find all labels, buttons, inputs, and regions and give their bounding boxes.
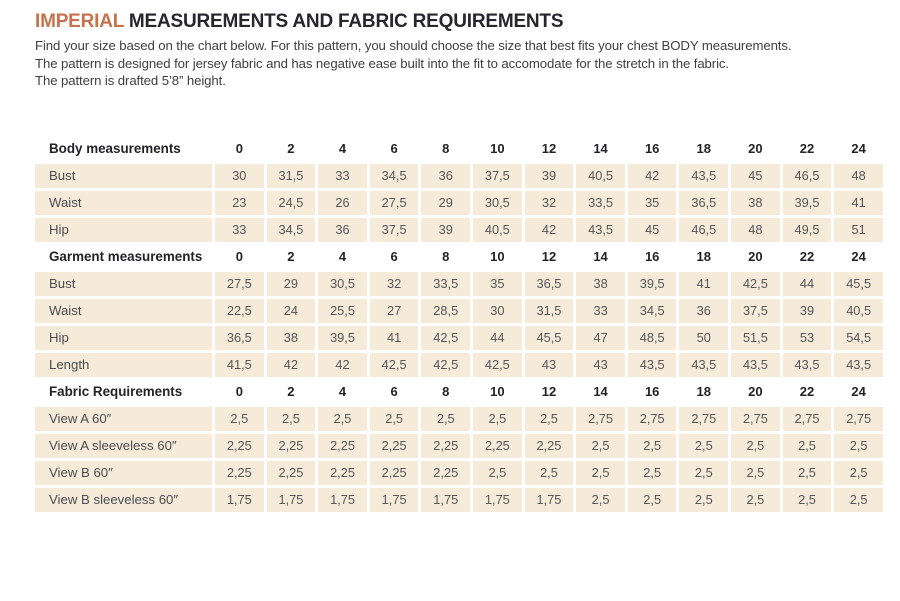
value-cell: 2,25: [215, 461, 264, 485]
value-cell: 42,5: [421, 326, 470, 350]
value-cell: 2,5: [783, 434, 832, 458]
table-row: [35, 461, 883, 485]
size-header-cell: 20: [748, 141, 763, 156]
row-label-cell: Hip: [35, 218, 212, 242]
value-cell: 36,5: [215, 326, 264, 350]
value-cell: 43,5: [731, 353, 780, 377]
row-label-cell: View A 60″: [35, 407, 212, 431]
section-header-label: Garment measurements: [49, 249, 203, 264]
value-cell: 51: [834, 218, 883, 242]
value-cell: 35: [473, 272, 522, 296]
value-cell: 2,25: [267, 461, 316, 485]
value-cell: 2,25: [215, 434, 264, 458]
value-cell: 34,5: [370, 164, 419, 188]
row-label-cell: Hip: [35, 326, 212, 350]
value-cell: 27: [370, 299, 419, 323]
value-cell: 41,5: [215, 353, 264, 377]
value-cell: 32: [370, 272, 419, 296]
size-header-cell: 16: [644, 249, 660, 264]
size-header-cell: 14: [593, 249, 608, 264]
value-cell: 2,25: [473, 434, 522, 458]
value-cell: 31,5: [267, 164, 316, 188]
value-cell: 46,5: [783, 164, 832, 188]
table-row: [35, 272, 883, 296]
value-cell: 24,5: [267, 191, 316, 215]
value-cell: 36,5: [679, 191, 728, 215]
value-cell: 2,5: [370, 407, 419, 431]
value-cell: 43,5: [783, 353, 832, 377]
value-cell: 2,75: [783, 407, 832, 431]
value-cell: 36: [318, 218, 367, 242]
intro-line-1: Find your size based on the chart below. For this pattern, you should choose the size that best fits your chest BODY measurements.: [35, 38, 792, 53]
value-cell: 48: [731, 218, 780, 242]
value-cell: 1,75: [370, 488, 419, 512]
value-cell: 2,5: [576, 461, 625, 485]
value-cell: 30,5: [473, 191, 522, 215]
section-header-row: [35, 380, 883, 404]
value-cell: 38: [576, 272, 625, 296]
page-title-rest: MEASUREMENTS AND FABRIC REQUIREMENTS: [123, 11, 564, 32]
value-cell: 2,5: [318, 407, 367, 431]
value-cell: 42,5: [421, 353, 470, 377]
value-cell: 51,5: [731, 326, 780, 350]
value-cell: 2,25: [421, 434, 470, 458]
value-cell: 1,75: [421, 488, 470, 512]
size-header-cell: 4: [338, 384, 347, 399]
page-title: [35, 10, 881, 33]
value-cell: 2,25: [318, 461, 367, 485]
value-cell: 43: [576, 353, 625, 377]
value-cell: 33: [576, 299, 625, 323]
size-header-cell: 12: [541, 384, 557, 399]
size-header-cell: 20: [748, 384, 763, 399]
value-cell: 43,5: [679, 353, 728, 377]
value-cell: 39,5: [318, 326, 367, 350]
value-cell: 37,5: [731, 299, 780, 323]
table-row: [35, 353, 883, 377]
value-cell: 45,5: [525, 326, 574, 350]
value-cell: 2,5: [473, 461, 522, 485]
size-header-cell: 24: [851, 249, 866, 264]
value-cell: 33,5: [421, 272, 470, 296]
value-cell: 2,5: [834, 434, 883, 458]
value-cell: 2,25: [421, 461, 470, 485]
value-cell: 27,5: [370, 191, 419, 215]
value-cell: 42,5: [731, 272, 780, 296]
value-cell: 2,75: [731, 407, 780, 431]
section-header-label: Fabric Requirements: [49, 384, 183, 399]
value-cell: 37,5: [370, 218, 419, 242]
value-cell: 34,5: [267, 218, 316, 242]
size-header-cell: 6: [390, 384, 398, 399]
value-cell: 2,5: [783, 461, 832, 485]
size-header-cell: 22: [799, 249, 815, 264]
value-cell: 2,5: [576, 434, 625, 458]
value-cell: 2,5: [473, 407, 522, 431]
size-header-cell: 4: [338, 249, 347, 264]
size-header-cell: 2: [287, 384, 295, 399]
value-cell: 43,5: [628, 353, 677, 377]
table-row: [35, 218, 883, 242]
value-cell: 33: [318, 164, 367, 188]
value-cell: 49,5: [783, 218, 832, 242]
value-cell: 2,5: [834, 461, 883, 485]
value-cell: 42: [267, 353, 316, 377]
value-cell: 2,5: [731, 434, 780, 458]
value-cell: 2,5: [628, 461, 677, 485]
value-cell: 33,5: [576, 191, 625, 215]
value-cell: 2,5: [628, 434, 677, 458]
row-label-cell: View A sleeveless 60″: [35, 434, 212, 458]
size-header-cell: 12: [541, 141, 557, 156]
value-cell: 1,75: [267, 488, 316, 512]
value-cell: 36: [421, 164, 470, 188]
value-cell: 39: [525, 164, 574, 188]
size-header-cell: 14: [593, 384, 608, 399]
size-header-cell: 2: [287, 249, 295, 264]
size-header-cell: 4: [338, 141, 347, 156]
value-cell: 38: [267, 326, 316, 350]
size-header-cell: 16: [644, 141, 660, 156]
value-cell: 2,5: [215, 407, 264, 431]
row-label-cell: Waist: [35, 191, 212, 215]
value-cell: 1,75: [473, 488, 522, 512]
value-cell: 42: [628, 164, 677, 188]
table-row: [35, 299, 883, 323]
value-cell: 32: [525, 191, 574, 215]
value-cell: 2,5: [679, 488, 728, 512]
table-row: [35, 488, 883, 512]
value-cell: 25,5: [318, 299, 367, 323]
value-cell: 44: [783, 272, 832, 296]
row-label-cell: Waist: [35, 299, 212, 323]
value-cell: 47: [576, 326, 625, 350]
value-cell: 40,5: [576, 164, 625, 188]
intro-line-3: The pattern is drafted 5’8” height.: [35, 73, 226, 88]
size-header-cell: 8: [442, 384, 450, 399]
size-header-cell: 24: [851, 384, 866, 399]
value-cell: 42: [525, 218, 574, 242]
value-cell: 41: [370, 326, 419, 350]
value-cell: 1,75: [215, 488, 264, 512]
value-cell: 39,5: [628, 272, 677, 296]
value-cell: 30,5: [318, 272, 367, 296]
size-header-cell: 22: [799, 384, 815, 399]
table-row: [35, 407, 883, 431]
value-cell: 2,25: [318, 434, 367, 458]
value-cell: 2,25: [525, 434, 574, 458]
size-header-cell: 10: [490, 141, 505, 156]
size-header-cell: 12: [541, 249, 557, 264]
value-cell: 34,5: [628, 299, 677, 323]
row-label-cell: View B 60″: [35, 461, 212, 485]
value-cell: 2,5: [525, 461, 574, 485]
size-header-cell: 18: [696, 249, 712, 264]
size-header-cell: 0: [235, 384, 243, 399]
value-cell: 42,5: [370, 353, 419, 377]
value-cell: 36: [679, 299, 728, 323]
value-cell: 23: [215, 191, 264, 215]
value-cell: 39: [783, 299, 832, 323]
value-cell: 46,5: [679, 218, 728, 242]
value-cell: 48,5: [628, 326, 677, 350]
table-row: [35, 191, 883, 215]
value-cell: 39: [421, 218, 470, 242]
value-cell: 2,5: [834, 488, 883, 512]
table-row: [35, 434, 883, 458]
size-header-cell: 0: [235, 249, 243, 264]
value-cell: 33: [215, 218, 264, 242]
value-cell: 40,5: [834, 299, 883, 323]
value-cell: 2,25: [370, 434, 419, 458]
section-header-row: [35, 245, 883, 269]
size-header-cell: 0: [235, 141, 243, 156]
row-label-cell: Bust: [35, 164, 212, 188]
value-cell: 48: [834, 164, 883, 188]
value-cell: 2,25: [267, 434, 316, 458]
value-cell: 2,5: [679, 434, 728, 458]
value-cell: 44: [473, 326, 522, 350]
value-cell: 35: [628, 191, 677, 215]
value-cell: 2,5: [783, 488, 832, 512]
value-cell: 41: [834, 191, 883, 215]
value-cell: 1,75: [525, 488, 574, 512]
value-cell: 31,5: [525, 299, 574, 323]
value-cell: 30: [473, 299, 522, 323]
table-row: [35, 164, 883, 188]
value-cell: 2,75: [576, 407, 625, 431]
value-cell: 42: [318, 353, 367, 377]
size-header-cell: 16: [644, 384, 660, 399]
size-header-cell: 18: [696, 141, 712, 156]
row-label-cell: Bust: [35, 272, 212, 296]
value-cell: 2,75: [834, 407, 883, 431]
value-cell: 50: [679, 326, 728, 350]
value-cell: 2,25: [370, 461, 419, 485]
value-cell: 2,5: [628, 488, 677, 512]
value-cell: 43,5: [576, 218, 625, 242]
size-header-cell: 22: [799, 141, 815, 156]
size-header-cell: 10: [490, 249, 505, 264]
value-cell: 2,5: [525, 407, 574, 431]
section-header-row: [35, 137, 883, 161]
value-cell: 38: [731, 191, 780, 215]
value-cell: 43: [525, 353, 574, 377]
value-cell: 28,5: [421, 299, 470, 323]
table-row: [35, 326, 883, 350]
row-label-cell: Length: [35, 353, 212, 377]
value-cell: 22,5: [215, 299, 264, 323]
value-cell: 39,5: [783, 191, 832, 215]
value-cell: 30: [215, 164, 264, 188]
value-cell: 37,5: [473, 164, 522, 188]
size-header-cell: 20: [748, 249, 763, 264]
value-cell: 2,75: [679, 407, 728, 431]
value-cell: 43,5: [834, 353, 883, 377]
value-cell: 27,5: [215, 272, 264, 296]
value-cell: 54,5: [834, 326, 883, 350]
value-cell: 1,75: [318, 488, 367, 512]
size-header-cell: 6: [390, 141, 398, 156]
intro-paragraph: [35, 37, 881, 90]
size-header-cell: 24: [851, 141, 866, 156]
value-cell: 2,5: [679, 461, 728, 485]
value-cell: 2,5: [267, 407, 316, 431]
value-cell: 45: [628, 218, 677, 242]
size-header-cell: 8: [442, 249, 450, 264]
size-header-cell: 8: [442, 141, 450, 156]
value-cell: 43,5: [679, 164, 728, 188]
value-cell: 53: [783, 326, 832, 350]
page-title-accent: IMPERIAL: [35, 11, 124, 32]
value-cell: 26: [318, 191, 367, 215]
value-cell: 2,75: [628, 407, 677, 431]
size-header-cell: 2: [287, 141, 295, 156]
value-cell: 29: [421, 191, 470, 215]
intro-line-2: The pattern is designed for jersey fabric and has negative ease built into the fit to accomodate for the stretch in the fabric.: [35, 55, 729, 71]
value-cell: 2,5: [576, 488, 625, 512]
value-cell: 41: [679, 272, 728, 296]
value-cell: 2,5: [731, 488, 780, 512]
value-cell: 2,5: [731, 461, 780, 485]
size-header-cell: 10: [490, 384, 505, 399]
value-cell: 24: [267, 299, 316, 323]
value-cell: 36,5: [525, 272, 574, 296]
section-header-label: Body measurements: [49, 141, 181, 156]
row-label-cell: View B sleeveless 60″: [35, 488, 212, 512]
value-cell: 29: [267, 272, 316, 296]
size-chart-table: [32, 134, 886, 515]
value-cell: 2,5: [421, 407, 470, 431]
size-header-cell: 6: [390, 249, 398, 264]
value-cell: 45: [731, 164, 780, 188]
value-cell: 45,5: [834, 272, 883, 296]
size-header-cell: 18: [696, 384, 712, 399]
value-cell: 40,5: [473, 218, 522, 242]
size-header-cell: 14: [593, 141, 608, 156]
value-cell: 42,5: [473, 353, 522, 377]
